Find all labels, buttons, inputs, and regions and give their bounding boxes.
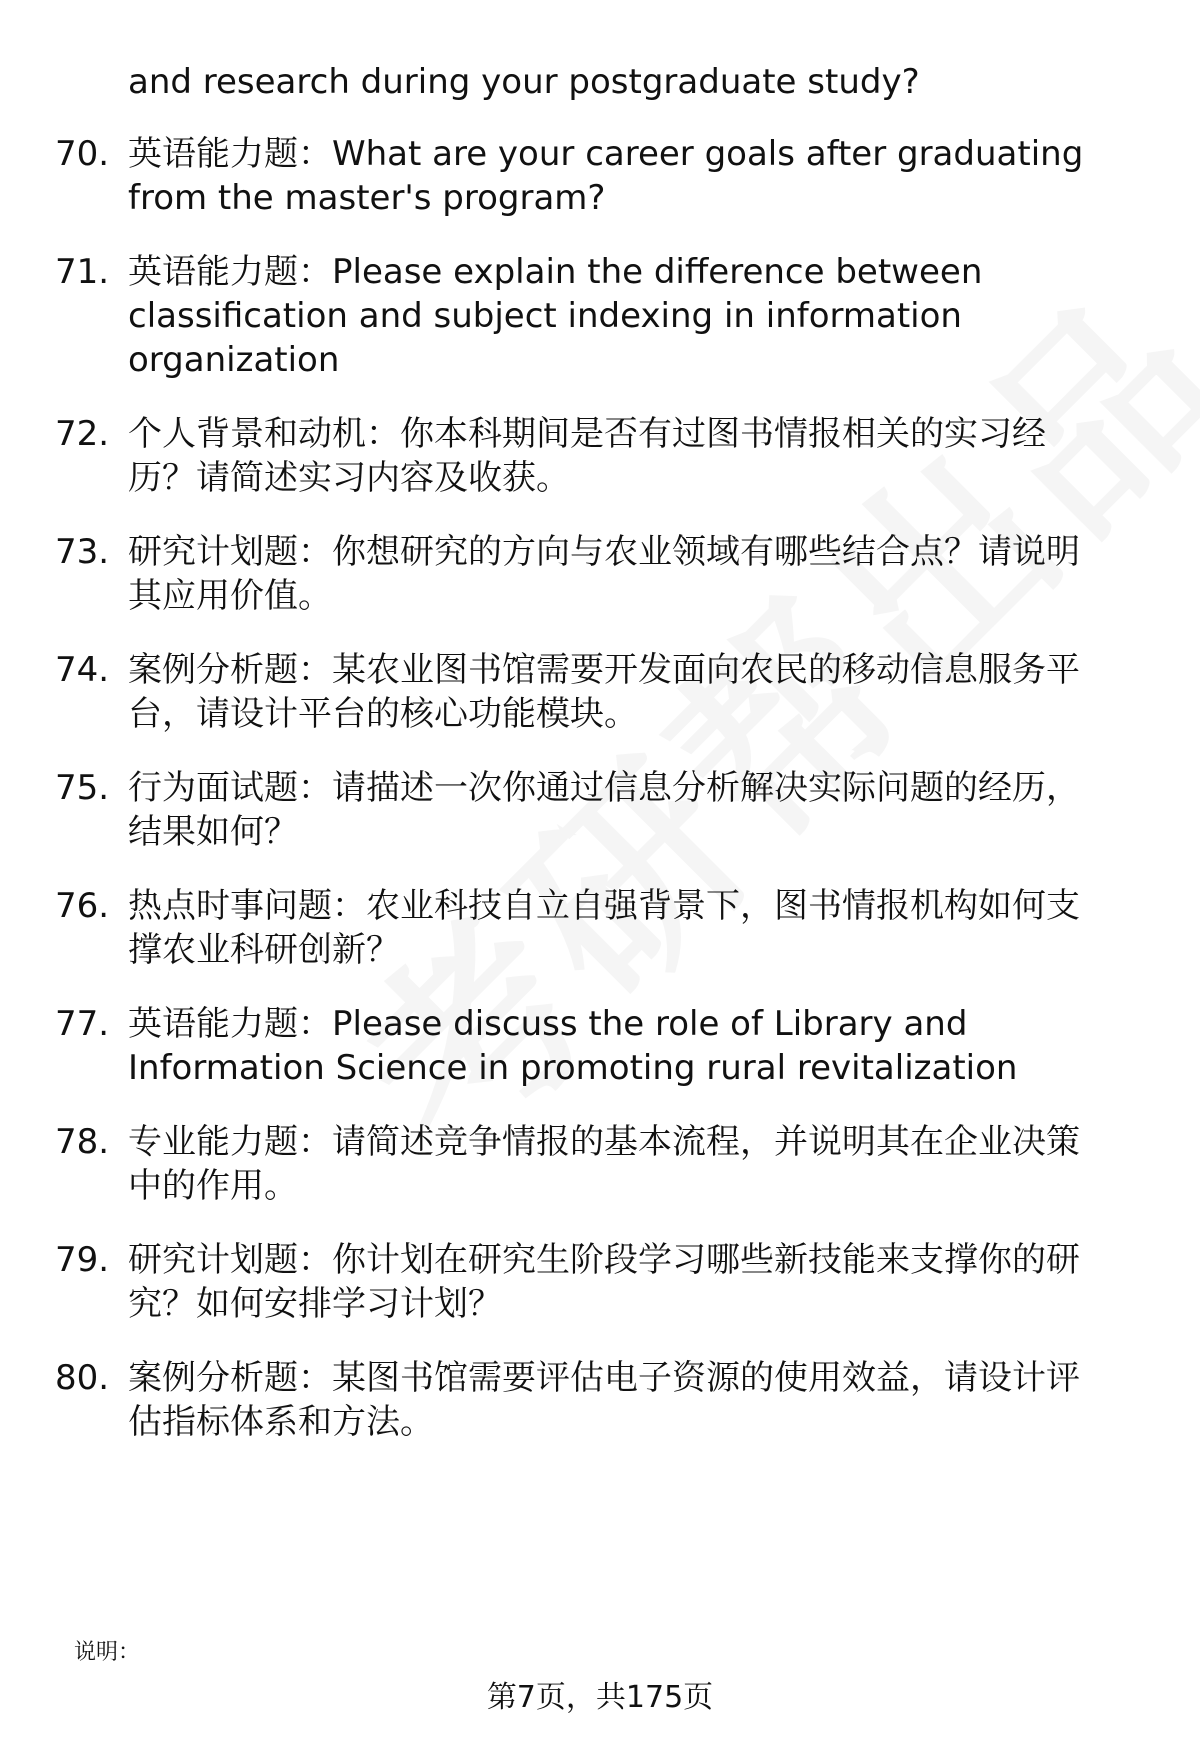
question-number: 70.	[55, 134, 110, 174]
question-text: 热点时事问题：农业科技自立自强背景下，图书情报机构如何支	[128, 886, 1080, 926]
page-footer: 第7页，共175页	[486, 1680, 714, 1715]
question-number: 78.	[55, 1122, 110, 1162]
question-text: organization	[128, 340, 340, 380]
question-number: 76.	[55, 886, 110, 926]
question-number: 73.	[55, 532, 110, 572]
question-text: from the master's program?	[128, 178, 606, 218]
note-label: 说明：	[74, 1640, 141, 1665]
question-number: 75.	[55, 768, 110, 808]
question-text: 结果如何？	[128, 812, 298, 852]
question-text: 英语能力题：Please discuss the role of Library and	[128, 1004, 968, 1044]
question-number: 77.	[55, 1004, 110, 1044]
question-text: 个人背景和动机：你本科期间是否有过图书情报相关的实习经	[128, 414, 1046, 454]
question-number: 71.	[55, 252, 110, 292]
question-text: 研究计划题：你计划在研究生阶段学习哪些新技能来支撑你的研	[128, 1240, 1080, 1280]
question-text: 台，请设计平台的核心功能模块。	[128, 694, 638, 734]
question-number: 79.	[55, 1240, 110, 1280]
question-text: 行为面试题：请描述一次你通过信息分析解决实际问题的经历，	[128, 768, 1080, 808]
question-text: 其应用价值。	[128, 576, 332, 616]
question-text: 研究计划题：你想研究的方向与农业领域有哪些结合点？请说明	[128, 532, 1080, 572]
question-number: 72.	[55, 414, 110, 454]
question-text: 估指标体系和方法。	[128, 1402, 434, 1442]
continuation-text: and research during your postgraduate study?	[128, 62, 920, 102]
question-text: 案例分析题：某农业图书馆需要开发面向农民的移动信息服务平	[128, 650, 1080, 690]
question-text: 英语能力题：What are your career goals after graduating	[128, 134, 1084, 174]
question-text: 究？如何安排学习计划？	[128, 1284, 502, 1324]
question-text: 历？请简述实习内容及收获。	[128, 458, 570, 498]
question-text: 撑农业科研创新？	[128, 930, 400, 970]
question-number: 80.	[55, 1358, 110, 1398]
question-text: 中的作用。	[128, 1166, 298, 1206]
question-text: Information Science in promoting rural revitalization	[128, 1048, 1018, 1088]
question-text: classification and subject indexing in information	[128, 296, 962, 336]
question-text: 专业能力题：请简述竞争情报的基本流程，并说明其在企业决策	[128, 1122, 1080, 1162]
question-number: 74.	[55, 650, 110, 690]
question-text: 英语能力题：Please explain the difference between	[128, 252, 983, 292]
question-text: 案例分析题：某图书馆需要评估电子资源的使用效益，请设计评	[128, 1358, 1080, 1398]
